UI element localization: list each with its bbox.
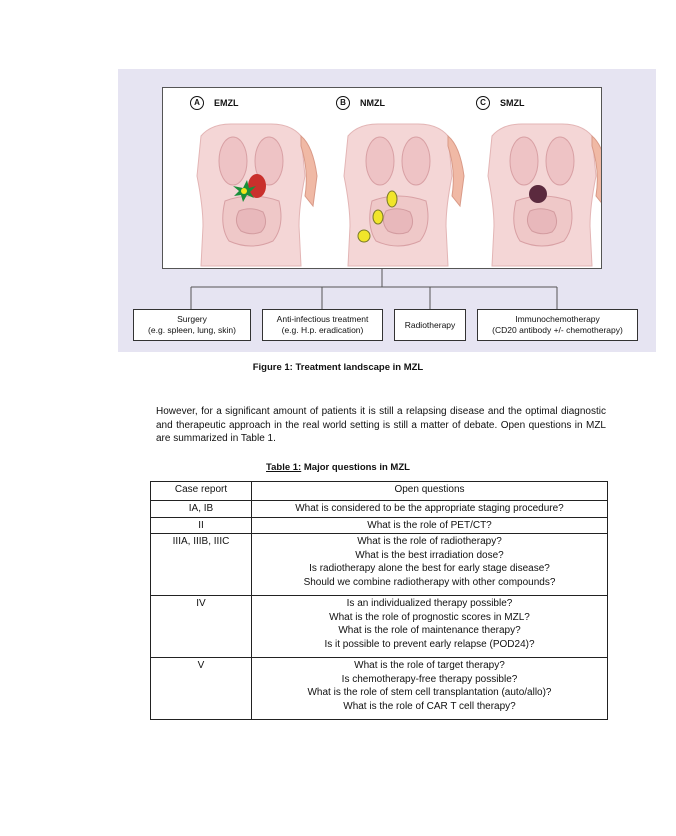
header-open-questions: Open questions <box>252 482 608 501</box>
torso-emzl <box>197 124 317 266</box>
panel-letter-c: C <box>476 96 490 110</box>
question: What is the role of PET/CT? <box>367 519 492 531</box>
question: What is the role of CAR T cell therapy? <box>343 700 516 712</box>
connector-lines <box>118 269 656 311</box>
questions-cell <box>252 596 608 658</box>
question: What is the role of target therapy? <box>354 660 505 671</box>
panel-label-smzl <box>476 96 525 110</box>
treatment-detail: (e.g. H.p. eradication) <box>281 325 364 335</box>
panel-name-smzl: SMZL <box>500 98 525 108</box>
panel-label-emzl <box>190 96 239 110</box>
table-row <box>151 534 608 596</box>
question: What is considered to be the appropriate staging procedure? <box>295 503 564 514</box>
treatment-title: Surgery <box>177 314 207 324</box>
treatment-detail: (CD20 antibody +/- chemotherapy) <box>492 325 623 335</box>
table-row <box>151 596 608 658</box>
table-row <box>151 501 608 518</box>
treatment-radiotherapy <box>394 309 466 341</box>
panel-name-nmzl: NMZL <box>360 98 385 108</box>
question: What is the role of maintenance therapy? <box>338 625 521 636</box>
figure-caption: Figure 1: Treatment landscape in MZL <box>252 362 424 373</box>
treatment-title: Immunochemotherapy <box>515 314 600 324</box>
panel-label-nmzl <box>336 96 385 110</box>
table-title-text: Major questions in MZL <box>301 462 410 473</box>
questions-cell <box>252 534 608 596</box>
torso-smzl <box>488 124 601 266</box>
table-header-row <box>151 482 608 501</box>
question: What is the role of radiotherapy? <box>357 536 502 547</box>
torso-nmzl <box>344 124 464 266</box>
questions-cell <box>252 658 608 720</box>
question: Is an individualized therapy possible? <box>346 598 513 609</box>
questions-cell <box>252 517 608 534</box>
case-cell: IA, IB <box>151 501 252 518</box>
panel-letter-a: A <box>190 96 204 110</box>
treatment-anti-infectious <box>262 309 383 341</box>
case-cell: V <box>151 658 252 720</box>
treatment-title: Radiotherapy <box>404 319 456 330</box>
question: Should we combine radiotherapy with other compounds? <box>303 576 556 588</box>
treatment-detail: (e.g. spleen, lung, skin) <box>148 325 236 335</box>
torso-illustrations <box>163 110 601 268</box>
question: Is it possible to prevent early relapse (POD24)? <box>324 638 535 650</box>
question: What is the best irradiation dose? <box>355 549 504 561</box>
question: Is chemotherapy-free therapy possible? <box>341 673 518 685</box>
case-cell: II <box>151 517 252 534</box>
spleen-lesion <box>529 185 547 203</box>
body-paragraph: However, for a significant amount of patients it is still a relapsing disease and the optimal diagnostic and therapeutic approach in the real world setting is still a matter of debate. Open questions in MZL are summarized in Table 1. <box>156 406 606 444</box>
case-cell: IIIA, IIIB, IIIC <box>151 534 252 596</box>
lymph-node <box>387 191 397 207</box>
case-cell: IV <box>151 596 252 658</box>
treatment-title: Anti-infectious treatment <box>276 314 369 324</box>
question: Is radiotherapy alone the best for early stage disease? <box>309 563 550 574</box>
panel-letter-b: B <box>336 96 350 110</box>
panel-name-emzl: EMZL <box>214 98 239 108</box>
header-case-report: Case report <box>151 482 252 501</box>
table-title-label: Table 1: <box>266 462 302 473</box>
lymph-node <box>373 210 383 224</box>
questions-cell <box>252 501 608 518</box>
question: What is the role of stem cell transplantation (auto/allo)? <box>307 687 552 698</box>
questions-table <box>150 481 608 720</box>
treatment-surgery <box>133 309 251 341</box>
lymph-node <box>358 230 370 242</box>
table-title <box>0 462 676 473</box>
question: What is the role of prognostic scores in MZL? <box>329 611 530 623</box>
treatment-immunochemotherapy <box>477 309 638 341</box>
table-row <box>151 517 608 534</box>
table-row <box>151 658 608 720</box>
